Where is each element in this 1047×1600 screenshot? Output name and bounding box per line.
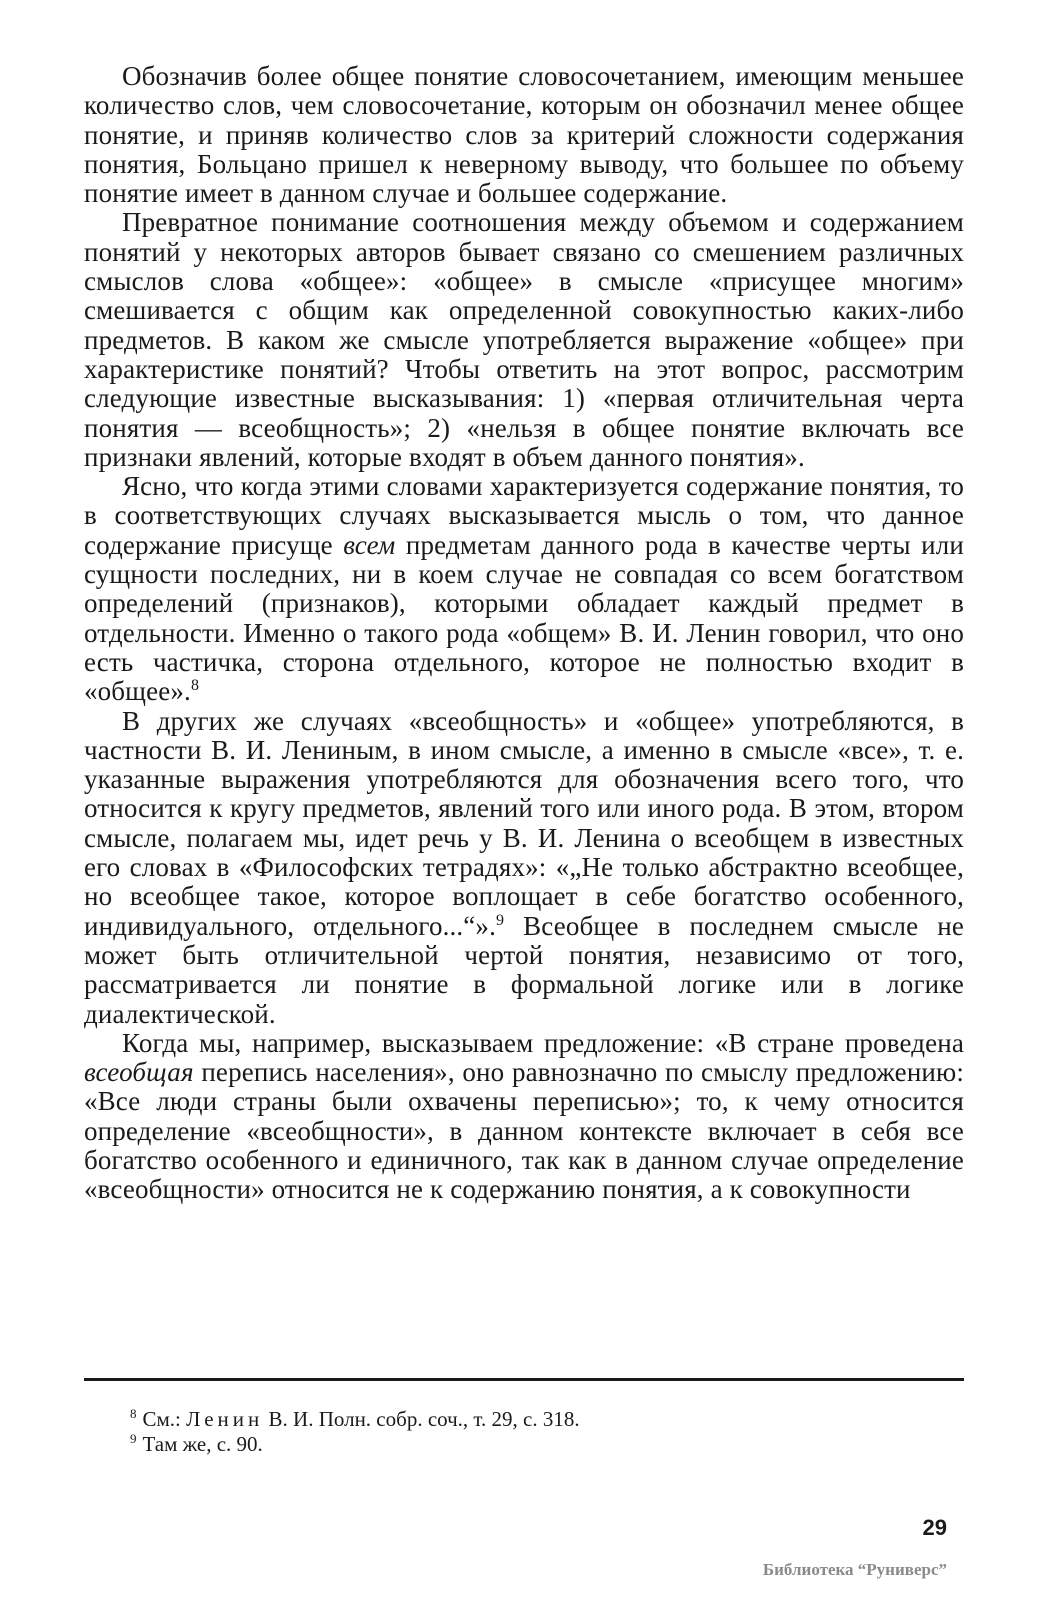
footnotes: [130, 1407, 930, 1457]
emphasis: всем: [343, 529, 396, 560]
paragraph: [84, 707, 964, 1029]
text-run: В других же случаях «всеобщность» и «общее» употребляются, в частности В. И. Лениным, в ином смысле, а именно в смысле «все», т. е. указанные выражения употребляются для обозначения всего того, что относится к кругу предметов, явлений того или иного рода. В этом, втором смысле, полагаем мы, идет речь у В. И. Ленина о всеобщем в известных его словах в «Философских тетрадях»: «„Не только абстрактно всеобщее, но всеобщее такое, которое воплощает в себе богатство особенного, индивидуального, отдельного...“».: [84, 705, 964, 941]
footnote-reference: 9: [495, 911, 505, 929]
page-body: [84, 62, 964, 1205]
text-run: предметам данного рода в качестве черты или сущности последних, ни в коем случае не совпадая со всем богатством определений (признаков), которыми обладает каждый предмет в отдельности. Именно о такого рода «общем» В. И. Ленин говорил, что оно есть частичка, сторона отдельного, которое не полностью входит в «общее».: [84, 529, 964, 707]
text-run: Обозначив более общее понятие словосочетанием, имеющим меньшее количество слов, чем словосочетание, которым он обозначил менее общее понятие, и приняв количество слов за критерий сложности содержания понятия, Больцано пришел к неверному выводу, что большее по объему понятие имеет в данном случае и большее содержание.: [84, 61, 964, 209]
emphasis: всеобщая: [84, 1057, 194, 1088]
footnote-text: Там же, с. 90.: [142, 1432, 263, 1456]
text-run: Ясно, что когда этими словами характеризуется содержание понятия, то в соответствующих случаях высказывается мысль о том, что данное содержание присуще: [84, 471, 964, 560]
paragraph: [84, 62, 964, 208]
footnote-author: Ленин: [186, 1407, 264, 1431]
footnote-9: [130, 1432, 930, 1457]
text-run: Всеобщее в последнем смысле не может быть отличительной чертой понятия, независимо от того, рассматривается ли понятие в формальной логике или в логике диалектической.: [84, 910, 965, 1029]
main-text: [84, 62, 964, 1205]
footnote-text: См.:: [142, 1407, 187, 1431]
paragraph: [84, 1029, 964, 1205]
footnote-reference: 8: [190, 677, 200, 695]
page-number: 29: [922, 1515, 947, 1540]
footnote-number: 8: [130, 1406, 137, 1421]
paragraph: [84, 208, 964, 472]
text-run: перепись населения», оно равнозначно по смыслу предложению: «Все люди страны были охвачены переписью»; то, к чему относится определение «всеобщности», в данном контексте включает в себя все богатство особенного и единичного, так как в данном случае определение «всеобщности» относится не к содержанию понятия, а к совокупности: [84, 1057, 964, 1205]
paragraph: [84, 472, 964, 706]
footnote-8: [130, 1407, 930, 1432]
library-watermark: Библиотека “Руниверс”: [762, 1560, 947, 1579]
footnote-source: В. И. Полн. собр. соч., т. 29, с. 318.: [263, 1407, 580, 1431]
text-run: Когда мы, например, высказываем предложение: «В стране проведена: [122, 1027, 964, 1058]
footnote-number: 9: [130, 1431, 137, 1446]
text-run: Превратное понимание соотношения между объемом и содержанием понятий у некоторых авторов бывает связано со смешением различных смыслов слова «общее»: «общее» в смысле «присущее многим» смешивается с общим как определенной совокупностью каких-либо предметов. В каком же смысле употребляется выражение «общее» при характеристике понятий? Чтобы ответить на этот вопрос, рассмотрим следующие известные высказывания: 1) «первая отличительная черта понятия — всеобщность»; 2) «нельзя в общее понятие включать все признаки явлений, которые входят в объем данного понятия».: [84, 207, 964, 472]
footnote-divider: [84, 1378, 964, 1381]
